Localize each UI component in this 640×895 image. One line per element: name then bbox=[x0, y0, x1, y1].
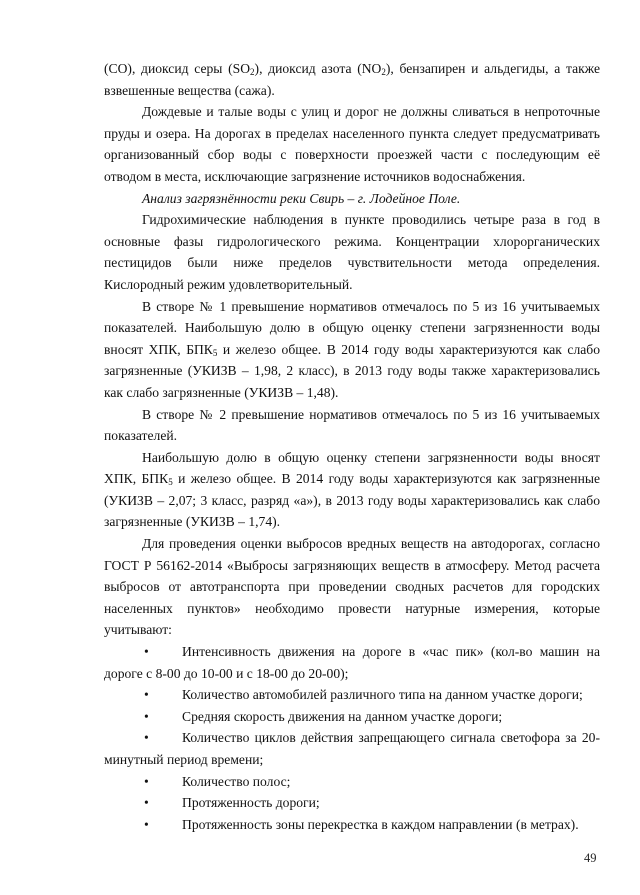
paragraph-hydrochemical: Гидрохимические наблюдения в пункте проводились четыре раза в год в основные фазы гидрологического режима. Концентрации хлорорганических пестицидов были ниже пределов чувствительности метода определения. Кислородный режим удовлетворительный. bbox=[104, 212, 600, 292]
list-item bbox=[104, 814, 600, 836]
bullet-marker: • bbox=[144, 816, 149, 832]
text-fragment: ), диоксид азота (NO bbox=[254, 61, 382, 76]
section-heading: Анализ загрязнённости реки Свирь – г. Лодейное Поле. bbox=[142, 190, 461, 206]
list-item bbox=[104, 706, 600, 728]
text-fragment: Наибольшую долю в общую оценку степени загрязненности воды вносят ХПК, БПК bbox=[104, 449, 600, 487]
bullet-marker: • bbox=[144, 708, 149, 724]
bullet-marker: • bbox=[144, 644, 149, 660]
paragraph-emissions-end bbox=[104, 58, 600, 101]
subscript: 2 bbox=[250, 67, 255, 77]
list-item bbox=[104, 684, 600, 706]
page-number: 49 bbox=[584, 851, 597, 865]
paragraph-site-1 bbox=[104, 296, 600, 404]
list-item-text: Количество полос; bbox=[182, 773, 291, 789]
list-item-text: Интенсивность движения на дороге в «час пик» (кол-во машин на дороге с 8-00 до 10-00 и с 18-00 до 20-00); bbox=[104, 644, 600, 681]
paragraph-gost: Для проведения оценки выбросов вредных веществ на автодорогах, согласно ГОСТ Р 56162-2014 «Выбросы загрязняющих веществ в атмосферу. Метод расчета выбросов от автотранспорта при проведении сводных расчетов для городских населенных пунктов» необходимо провести натурные измерения, которые учитывают: bbox=[104, 536, 600, 638]
subscript: 2 bbox=[381, 67, 386, 77]
page-body bbox=[104, 58, 600, 835]
paragraph-site-2-contribution bbox=[104, 447, 600, 533]
paragraph-rain-water: Дождевые и талые воды с улиц и дорог не должны сливаться в непроточные пруды и озера. На дорогах в пределах населенного пункта следует предусматривать организованный сбор воды с поверхности проезжей части с последующим её отводом в места, исключающие загрязнение источников водоснабжения. bbox=[104, 104, 600, 184]
text-fragment: ), бензапирен и альдегиды, а также взвешенные вещества (сажа). bbox=[104, 61, 600, 98]
list-item-text: Протяженность зоны перекрестка в каждом направлении (в метрах). bbox=[182, 816, 579, 832]
list-item bbox=[104, 727, 600, 770]
list-item-text: Количество циклов действия запрещающего сигнала светофора за 20-минутный период времени; bbox=[104, 730, 600, 767]
paragraph-site-2: В створе № 2 превышение нормативов отмечалось по 5 из 16 учитываемых показателей. bbox=[104, 406, 600, 444]
text-fragment: и железо общее. В 2014 году воды характеризуются как загрязненные (УКИЗВ – 2,07; 3 класс, разряд «а»), в 2013 году воды характеризовались как слабо загрязненные (УКИЗВ – 1,74). bbox=[104, 471, 601, 530]
subscript: 5 bbox=[212, 347, 218, 358]
bullet-marker: • bbox=[144, 687, 149, 703]
text-fragment: В створе № 1 превышение нормативов отмечалось по 5 из 16 учитываемых показателей. Наибольшую долю в общую оценку степени загрязненности воды вносят ХПК, БПК bbox=[104, 298, 600, 357]
subscript: 5 bbox=[168, 477, 173, 488]
list-item-text: Средняя скорость движения на данном участке дороги; bbox=[182, 708, 503, 724]
bullet-marker: • bbox=[144, 773, 149, 789]
list-item bbox=[104, 771, 600, 793]
text-fragment: (CO), диоксид серы (SO bbox=[104, 61, 251, 76]
bullet-marker: • bbox=[144, 730, 149, 746]
list-item-text: Количество автомобилей различного типа на данном участке дороги; bbox=[182, 687, 583, 703]
bullet-list bbox=[104, 641, 600, 835]
list-item bbox=[104, 641, 600, 684]
text-fragment: и железо общее. В 2014 году воды характеризуются как слабо загрязненные (УКИЗВ – 1,98, 2 класс), в 2013 году воды также характеризовались как слабо загрязненные (УКИЗВ – 1,48). bbox=[104, 341, 600, 400]
list-item bbox=[104, 792, 600, 814]
list-item-text: Протяженность дороги; bbox=[182, 795, 320, 811]
bullet-marker: • bbox=[144, 795, 149, 811]
